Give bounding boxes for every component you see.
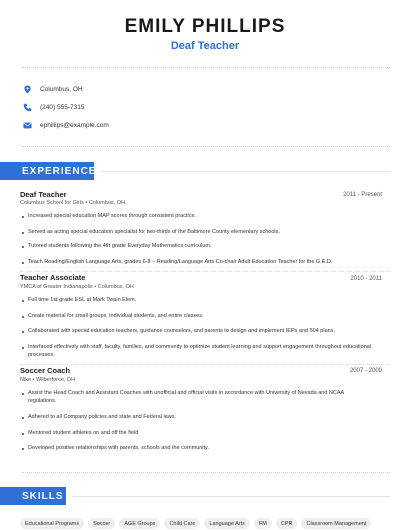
skill-tag: FM bbox=[254, 518, 272, 529]
candidate-name: EMILY PHILLIPS bbox=[124, 16, 286, 37]
experience-end-divider bbox=[22, 472, 390, 473]
job-bullet: Tutored students following the 4th grade Everyday Mathematics curriculum. bbox=[22, 243, 373, 251]
section-line-experience bbox=[100, 171, 390, 172]
skill-tag: Child Care bbox=[164, 518, 200, 529]
contact-location bbox=[22, 82, 392, 96]
job-bullet: Mentored student athletes on and off the field bbox=[22, 430, 373, 438]
job-bullet: Interfaced effectively with staff, faculty, families, and community to optimize student learning and support engagement throughout educational processes. bbox=[22, 344, 373, 359]
job-org: Nike • Wilberforce, OH bbox=[20, 377, 76, 383]
job-title: Teacher Associate bbox=[20, 273, 86, 282]
section-header-experience: EXPERIENCE bbox=[0, 162, 94, 180]
skill-tag: CPR bbox=[276, 518, 298, 529]
job-bullet: Developed positive relationships with parents, schools and the community. bbox=[22, 445, 373, 453]
phone-icon bbox=[22, 102, 32, 112]
contact-email bbox=[22, 118, 392, 132]
skill-tag: Soccer bbox=[88, 518, 115, 529]
job-dates: 2011 - Present bbox=[343, 192, 382, 198]
job-bullet: Teach Reading/English Language Arts, grades 6-8 – Reading/Language Arts Co-chair Adult Education Teacher for the G.E.D. bbox=[22, 259, 373, 267]
job-bullet: Assist the Head Coach and Assistant Coaches with unofficial and official visits in accordance with University of Nevada and NCAA regulations. bbox=[22, 390, 373, 405]
header-divider bbox=[22, 67, 390, 68]
skills-list bbox=[20, 518, 371, 529]
job-title: Soccer Coach bbox=[20, 366, 71, 375]
job-title-header: Deaf Teacher bbox=[170, 40, 240, 52]
job-org: YMCA of Greater Indianapolis • Columbus, OH bbox=[20, 284, 134, 290]
job-bullet: Adhered to all Company policies and state and Federal laws. bbox=[22, 414, 373, 422]
job-org: Columbus School for Girls • Columbus, OH bbox=[20, 200, 125, 206]
location-pin-icon bbox=[22, 84, 32, 94]
section-line-skills bbox=[72, 496, 390, 497]
job-dates: 2010 - 2011 bbox=[350, 276, 382, 282]
job-bullet: Collaborated with special education teachers, guidance counselors, and parents to design and implement IEPs and 504 plans. bbox=[22, 328, 373, 336]
job-title: Deaf Teacher bbox=[20, 190, 67, 199]
contact-phone bbox=[22, 100, 392, 114]
skill-tag: AGE Groups bbox=[119, 518, 160, 529]
job-bullet: Increased special education MAP scores through consistent practice. bbox=[22, 213, 373, 221]
job-divider bbox=[20, 271, 390, 272]
contact-divider bbox=[22, 146, 390, 147]
section-header-skills: SKILLS bbox=[0, 487, 66, 505]
skill-tag: Classroom Management bbox=[301, 518, 371, 529]
job-dates: 2007 - 2009 bbox=[349, 368, 382, 374]
phone-text: (240) 555-7315 bbox=[40, 103, 85, 111]
job-bullet: Full time 1st grade ESL at Mark Twain Elem. bbox=[22, 297, 373, 305]
job-bullet: Served as acting special education specialist for two-thirds of the Baltimore County elementary schools. bbox=[22, 229, 373, 237]
skill-tag: Language Arts bbox=[204, 518, 249, 529]
skill-tag: Educational Programs bbox=[20, 518, 84, 529]
location-text: Columbus, OH bbox=[40, 85, 83, 93]
job-divider bbox=[20, 364, 390, 365]
job-bullet: Create material for small groups, individual students, and entire classes. bbox=[22, 313, 373, 321]
email-text[interactable]: ephillips@example.com bbox=[40, 121, 109, 129]
email-icon bbox=[22, 120, 32, 130]
